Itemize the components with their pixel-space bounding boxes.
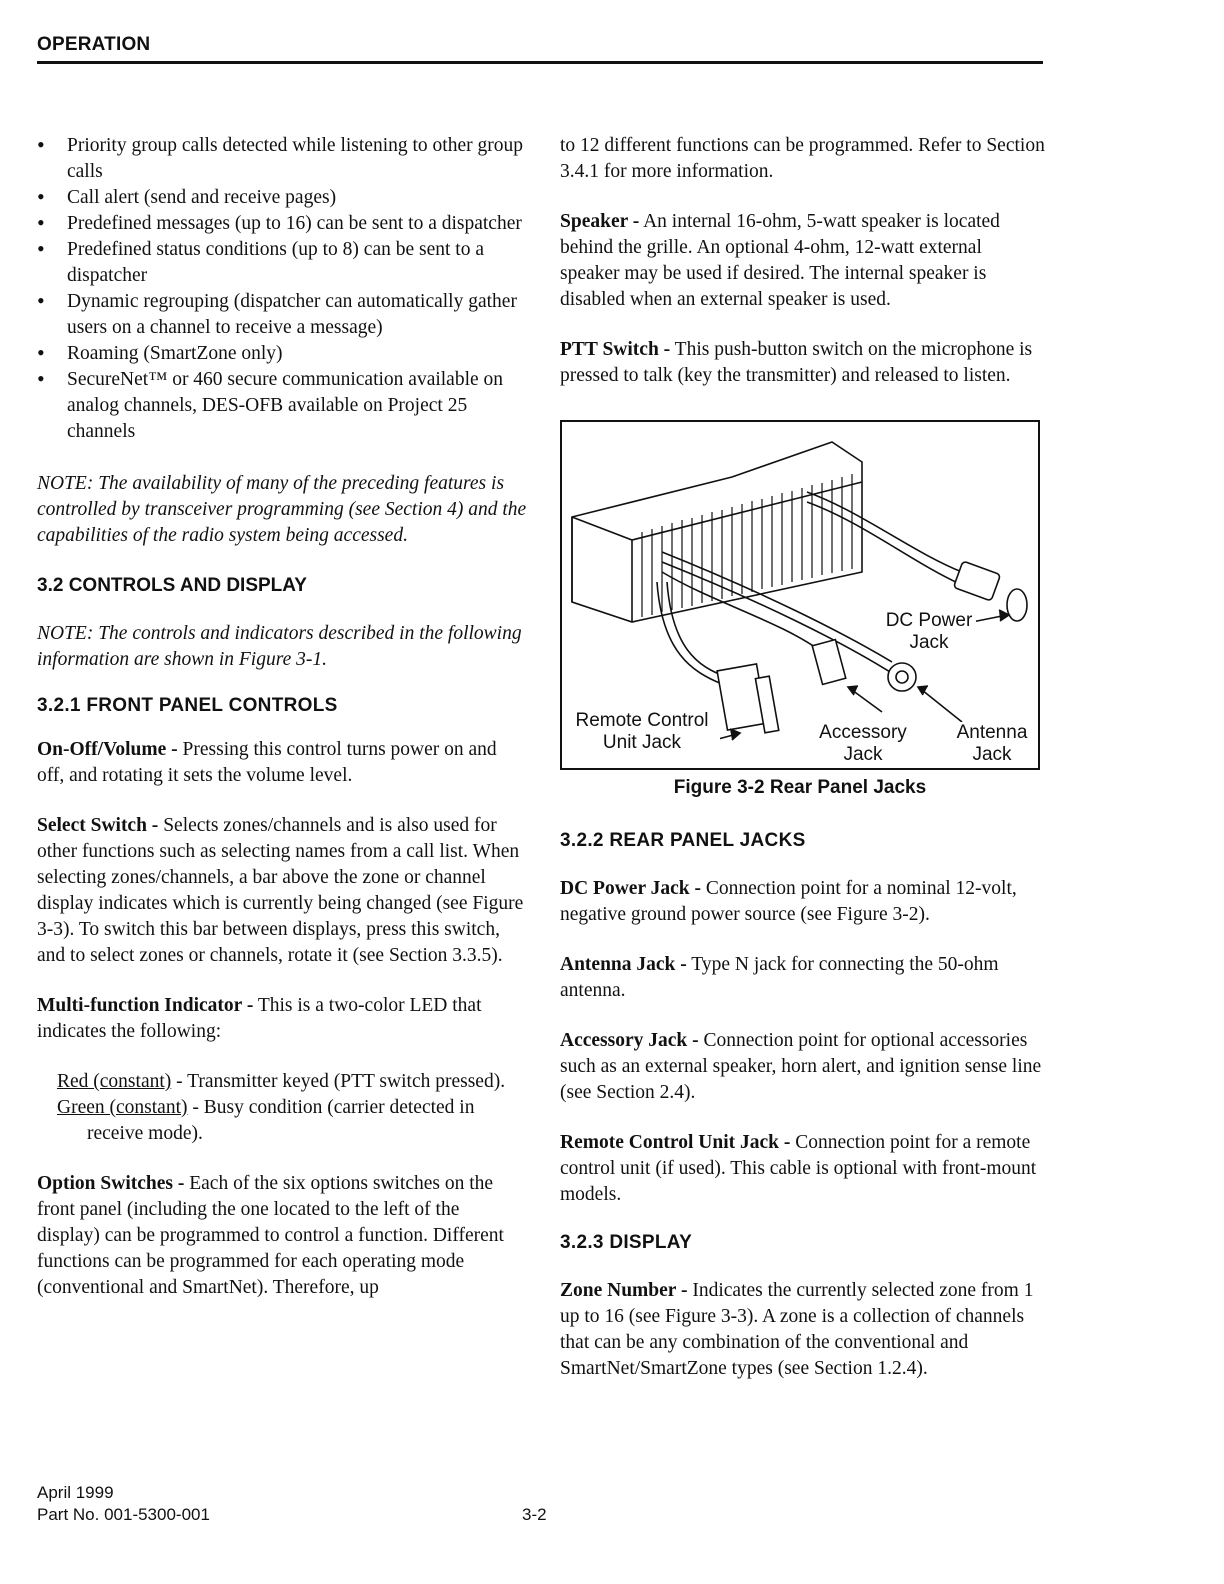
indicator-green: Green (constant) - Busy condition (carrier detected in receive mode). bbox=[57, 1097, 475, 1144]
paragraph-continued: to 12 different functions can be programmed. Refer to Section 3.4.1 for more information. bbox=[560, 135, 1045, 182]
footer-left bbox=[37, 1482, 210, 1526]
list-item: • SecureNet™ or 460 secure communication available on analog channels, DES-OFB available on Project 25 channels bbox=[37, 367, 527, 445]
term-zone: Zone Number - bbox=[560, 1280, 688, 1301]
paragraph-speaker: Speaker - An internal 16-ohm, 5-watt speaker is located behind the grille. An optional 4-ohm, 12-watt external speaker may be used if desired. The internal speaker is disabled when an external speaker is used. bbox=[560, 211, 1000, 310]
paragraph-option: Option Switches - Each of the six options switches on the front panel (including the one located to the left of the display) can be programmed to control a function. Different functions can be programmed for each operating mode (conventional and SmartNet). Therefore, up bbox=[37, 1173, 504, 1298]
term-onoff: On-Off/Volume - bbox=[37, 739, 178, 760]
subsection-heading-rear: 3.2.2 REAR PANEL JACKS bbox=[560, 830, 806, 851]
term-remote: Remote Control Unit Jack - bbox=[560, 1132, 791, 1153]
header-rule bbox=[37, 61, 1043, 64]
subsection-heading-display: 3.2.3 DISPLAY bbox=[560, 1232, 693, 1253]
paragraph-zone: Zone Number - Indicates the currently selected zone from 1 up to 16 (see Figure 3-3). A zone is a collection of channels that can be any combination of the conventional and SmartNet/SmartZone types (see Section 1.2.4). bbox=[560, 1280, 1034, 1379]
note-controls: NOTE: The controls and indicators described in the following information are shown in Figure 3-1. bbox=[37, 623, 522, 670]
indicator-red: Red (constant) - Transmitter keyed (PTT switch pressed). bbox=[57, 1071, 506, 1092]
label-remote-control-unit-jack: Remote Control Unit Jack bbox=[564, 710, 720, 754]
feature-list bbox=[37, 133, 527, 445]
right-column-bottom bbox=[560, 828, 1045, 1382]
footer-date: April 1999 bbox=[37, 1483, 114, 1502]
term-ptt: PTT Switch - bbox=[560, 339, 671, 360]
paragraph-multi: Multi-function Indicator - This is a two-color LED that indicates the following: bbox=[37, 995, 482, 1042]
paragraph-remote: Remote Control Unit Jack - Connection point for a remote control unit (if used). This cable is optional with front-mount models. bbox=[560, 1132, 1037, 1205]
list-item: • Call alert (send and receive pages) bbox=[37, 185, 527, 211]
term-accessory: Accessory Jack - bbox=[560, 1030, 699, 1051]
list-item: • Predefined messages (up to 16) can be sent to a dispatcher bbox=[37, 211, 527, 237]
label-dc-power-jack: DC Power Jack bbox=[882, 610, 976, 654]
note-features: NOTE: The availability of many of the preceding features is controlled by transceiver programming (see Section 4) and the capabilities of the radio system being accessed. bbox=[37, 473, 527, 546]
paragraph-dc-power: DC Power Jack - Connection point for a nominal 12-volt, negative ground power source (see Figure 3-2). bbox=[560, 878, 1017, 925]
term-option: Option Switches - bbox=[37, 1173, 185, 1194]
label-accessory-jack: Accessory Jack bbox=[808, 722, 918, 766]
paragraph-ptt: PTT Switch - This push-button switch on the microphone is pressed to talk (key the transmitter) and released to listen. bbox=[560, 339, 1033, 386]
term-antenna: Antenna Jack - bbox=[560, 954, 687, 975]
footer-part-number: Part No. 001-5300-001 bbox=[37, 1505, 210, 1524]
list-item: • Roaming (SmartZone only) bbox=[37, 341, 527, 367]
term-dc-power: DC Power Jack - bbox=[560, 878, 701, 899]
section-heading: 3.2 CONTROLS AND DISPLAY bbox=[37, 575, 307, 596]
paragraph-onoff: On-Off/Volume - Pressing this control turns power on and off, and rotating it sets the volume level. bbox=[37, 739, 497, 786]
label-antenna-jack: Antenna Jack bbox=[950, 722, 1034, 766]
footer-page-number: 3-2 bbox=[522, 1505, 547, 1524]
term-speaker: Speaker - bbox=[560, 211, 640, 232]
subsection-heading-front: 3.2.1 FRONT PANEL CONTROLS bbox=[37, 695, 338, 716]
list-item: • Predefined status conditions (up to 8) can be sent to a dispatcher bbox=[37, 237, 527, 289]
paragraph-select: Select Switch - Selects zones/channels and is also used for other functions such as selecting names from a call list. When selecting zones/channels, a bar above the zone or channel display indicates which is currently being changed (see Figure 3-3). To switch this bar between displays, press this switch, and to select zones or channels, rotate it (see Section 3.3.5). bbox=[37, 815, 524, 966]
page-header-title: OPERATION bbox=[37, 34, 151, 55]
right-column-top bbox=[560, 133, 1045, 389]
rear-panel-figure bbox=[560, 420, 1040, 770]
left-column bbox=[37, 133, 527, 1301]
term-select: Select Switch - bbox=[37, 815, 159, 836]
paragraph-antenna: Antenna Jack - Type N jack for connecting the 50-ohm antenna. bbox=[560, 954, 999, 1001]
figure-caption: Figure 3-2 Rear Panel Jacks bbox=[673, 777, 927, 798]
paragraph-accessory: Accessory Jack - Connection point for optional accessories such as an external speaker, horn alert, and ignition sense line (see Section 2.4). bbox=[560, 1030, 1042, 1103]
list-item: • Priority group calls detected while listening to other group calls bbox=[37, 133, 527, 185]
term-multi: Multi-function Indicator - bbox=[37, 995, 254, 1016]
list-item: • Dynamic regrouping (dispatcher can automatically gather users on a channel to receive a message) bbox=[37, 289, 527, 341]
